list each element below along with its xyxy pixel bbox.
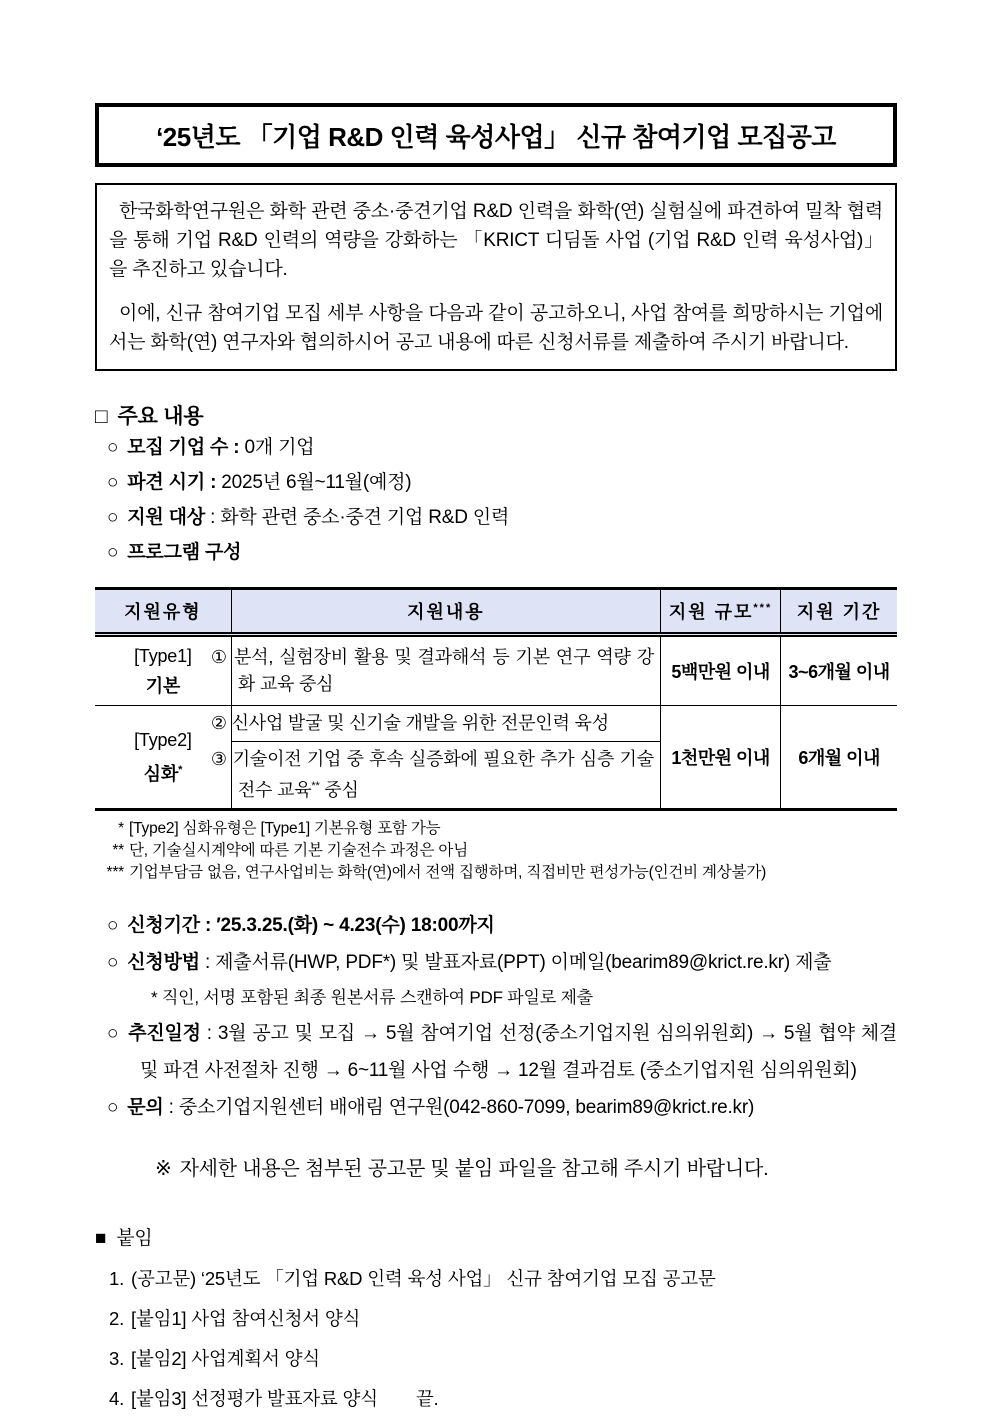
- asterisk-marker: *: [118, 820, 124, 837]
- bullet-contact: ○ 문의 : 중소기업지원센터 배애림 연구원(042-860-7099, bearim89@krict.re.kr): [107, 1097, 755, 1118]
- bullet-dispatch-period: ○ 파견 시기 : 2025년 6월~11월(예정): [107, 472, 412, 493]
- bullet-apply-method: ○ 신청방법 : 제출서류(HWP, PDF*) 및 발표자료(PPT) 이메일(bearim89@krict.re.kr) 제출: [107, 952, 832, 973]
- col-header-support-content: 지원내용: [231, 589, 660, 635]
- detail-section: [95, 907, 897, 1126]
- bullet-recruit-count: ○ 모집 기업 수 : 0개 기업: [107, 437, 315, 458]
- square-filled-bullet-icon: ■: [95, 1228, 107, 1249]
- circle-bullet-icon: ○: [107, 542, 119, 563]
- col-header-support-type: 지원유형: [95, 589, 231, 635]
- footnote-1: * [Type2] 심화유형은 [Type1] 기본유형 포함 가능: [95, 818, 897, 840]
- circle-bullet-icon: ○: [107, 952, 119, 973]
- circle-bullet-icon: ○: [107, 1097, 119, 1118]
- table-header-row: [95, 589, 897, 635]
- circle-bullet-icon: ○: [107, 1023, 120, 1044]
- page-title: ‘25년도 「기업 R&D 인력 육성사업」 신규 참여기업 모집공고: [156, 121, 836, 152]
- type2-cell: [Type2] 심화*: [134, 730, 192, 784]
- circle-bullet-icon: ○: [107, 437, 119, 458]
- circle-bullet-icon: ○: [107, 507, 119, 528]
- circle-bullet-icon: ○: [107, 915, 119, 936]
- col-header-support-period: 지원 기간: [781, 589, 897, 635]
- apply-method-subnote: * 직인, 서명 포함된 최종 원본서류 스캔하여 PDF 파일로 제출: [151, 988, 593, 1007]
- circle-bullet-icon: ○: [107, 472, 119, 493]
- attachments-heading: ■ 붙임: [95, 1228, 153, 1249]
- attachment-item-1: 1. (공고문) ‘25년도 「기업 R&D 인력 육성 사업」 신규 참여기업 모집 공고문: [109, 1268, 716, 1289]
- intro-paragraph-1: 한국화학연구원은 화학 관련 중소·중견기업 R&D 인력을 화학(연) 실험실에 파견하여 밀착 협력을 통해 기업 R&D 인력의 역량을 강화하는 「KRICT 디딤돌 사업 (기업 R&D 인력 육성사업)」을 추진하고 있습니다.: [109, 201, 883, 280]
- type1-content-cell: ① 분석, 실험장비 활용 및 결과해석 등 기본 연구 역량 강화 교육 중심: [231, 635, 660, 706]
- attachment-item-2: 2. [붙임1] 사업 참여신청서 양식: [109, 1308, 361, 1329]
- intro-box: [95, 183, 897, 371]
- attachment-item-3: 3. [붙임2] 사업계획서 양식: [109, 1348, 320, 1369]
- intro-paragraph-2: 이에, 신규 참여기업 모집 세부 사항을 다음과 같이 공고하오니, 사업 참여를 희망하시는 기업에서는 화학(연) 연구자와 협의하시어 공고 내용에 따른 신청서류를 제출하여 주시기 바랍니다.: [109, 303, 883, 353]
- asterisk-marker: **: [112, 842, 124, 859]
- bullet-schedule: ○ 추진일정 : 3월 공고 및 모집 → 5월 참여기업 선정(중소기업지원 심의위원회) → 5월 협약 체결 및 파견 사전절차 진행 → 6~11월 사업 수행 → 12월 결과검토 (중소기업지원 심의위원회): [107, 1023, 898, 1081]
- bullet-program-structure: ○ 프로그램 구성: [107, 542, 242, 563]
- program-table: [95, 587, 897, 811]
- col-header-support-scale: 지원 규모***: [660, 589, 780, 635]
- square-outline-bullet-icon: □: [95, 405, 108, 428]
- type2-content-a-cell: ② 신사업 발굴 및 신기술 개발을 위한 전문인력 육성: [231, 706, 660, 742]
- type2-content-b-cell: ③ 기술이전 기업 중 후속 실증화에 필요한 추가 심층 기술전수 교육** 중심: [231, 742, 660, 810]
- table-row-type1: [95, 635, 897, 706]
- bullet-apply-period: ○ 신청기간 : ′25.3.25.(화) ~ 4.23(수) 18:00까지: [107, 915, 495, 936]
- type1-cell: [Type1] 기본: [95, 635, 231, 706]
- section-heading: [95, 400, 897, 430]
- attachment-item-4: 4. [붙임3] 선정평가 발표자료 양식 끝.: [109, 1388, 439, 1409]
- footnote-2: ** 단, 기술실시계약에 따른 기본 기술전수 과정은 아님: [95, 840, 897, 862]
- type2-scale-cell: 1천만원 이내: [660, 706, 780, 810]
- table-row-type2a: [95, 706, 897, 742]
- document-end-mark: 끝.: [415, 1388, 439, 1409]
- title-box: [95, 103, 897, 167]
- footnote-3: *** 기업부담금 없음, 연구사업비는 화학(연)에서 전액 집행하며, 직접비만 편성가능(인건비 계상불가): [95, 862, 897, 884]
- bullet-support-target: ○ 지원 대상 : 화학 관련 중소·중견 기업 R&D 인력: [107, 507, 510, 528]
- type2-period-cell: 6개월 이내: [781, 706, 897, 810]
- type1-scale-cell: 5백만원 이내: [660, 635, 780, 706]
- reference-mark-icon: ※: [155, 1158, 172, 1180]
- reference-notice: ※ 자세한 내용은 첨부된 공고문 및 붙임 파일을 참고해 주시기 바랍니다.: [155, 1158, 769, 1180]
- table-footnotes: [95, 818, 897, 884]
- section-heading-label: 주요 내용: [117, 405, 204, 428]
- attachments-list: [95, 1259, 897, 1419]
- asterisk-marker: ***: [106, 864, 124, 881]
- type1-period-cell: 3~6개월 이내: [781, 635, 897, 706]
